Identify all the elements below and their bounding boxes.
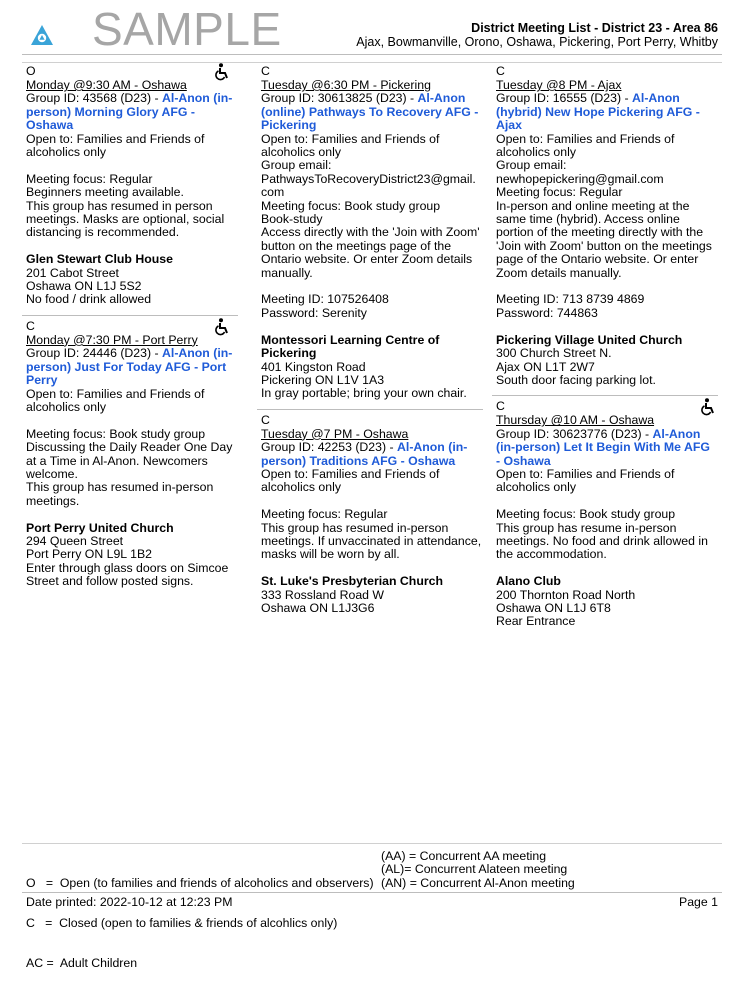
meeting-notes: This group has resume in-person meetings. No food and drink allowed in the accommodation. — [496, 520, 708, 562]
group-id: Group ID: 30613825 (D23) - — [261, 91, 418, 106]
column-2 — [261, 65, 483, 615]
group-id: Group ID: 16555 (D23) - — [496, 91, 633, 106]
meeting-day-time: Thursday @10 AM - Oshawa — [496, 413, 655, 428]
legend-alanon: (AN) = Concurrent Al-Anon meeting — [381, 875, 575, 890]
meeting-focus: Meeting focus: Regular — [261, 507, 388, 522]
card-divider — [257, 409, 483, 410]
venue-name: Glen Stewart Club House — [26, 252, 173, 267]
column-3 — [496, 65, 714, 629]
meeting-type: C — [261, 64, 270, 78]
meeting-focus: Meeting focus: Book study group — [26, 426, 206, 441]
group-name-link[interactable]: Al-Anon (hybrid) New Hope Pickering AFG - Ajax — [496, 91, 700, 133]
meeting-card — [261, 65, 483, 401]
meeting-day-time: Monday @9:30 AM - Oshawa — [26, 78, 187, 92]
meeting-focus: Meeting focus: Regular — [26, 171, 153, 186]
footer-rule — [22, 892, 722, 893]
wheelchair-icon — [700, 398, 716, 416]
meeting-type: C — [26, 318, 35, 333]
columns-top-rule — [22, 62, 722, 63]
group-id: Group ID: 42253 (D23) - — [261, 440, 398, 455]
meeting-day-time: Monday @7:30 PM - Port Perry — [26, 332, 198, 347]
page-number: Page 1 — [679, 895, 718, 909]
venue-name: Montessori Learning Centre of Pickering — [261, 332, 440, 361]
venue-address: 333 Rossland Road W Oshawa ON L1J3G6 — [261, 587, 385, 615]
open-to: Open to: Families and Friends of alcoholics only — [261, 466, 440, 495]
venue-name: Pickering Village United Church — [496, 332, 683, 347]
meeting-card — [26, 65, 238, 307]
venue-name: Port Perry United Church — [26, 520, 174, 535]
legend-aa: (AA) = Concurrent AA meeting — [381, 849, 547, 863]
meeting-day-time: Tuesday @6:30 PM - Pickering — [261, 78, 431, 92]
card-divider — [492, 395, 718, 396]
legend-alateen: (AL)= Concurrent Alateen meeting — [381, 862, 568, 877]
group-email: Group email: newhopepickering@gmail.com — [496, 158, 664, 186]
legend-type-codes — [26, 850, 386, 984]
open-to: Open to: Families and Friends of alcoholics only — [261, 131, 440, 160]
group-email: Group email: PathwaysToRecoveryDistrict23@gmail. com — [261, 158, 476, 200]
document-subtitle: Ajax, Bowmanville, Orono, Oshawa, Pickering, Port Perry, Whitby — [356, 35, 718, 49]
meeting-type: C — [496, 399, 505, 414]
meeting-id: Meeting ID: 713 8739 4869 Password: 744863 — [496, 292, 645, 320]
wheelchair-icon — [214, 63, 230, 81]
open-to: Open to: Families and Friends of alcoholics only — [496, 466, 675, 495]
meeting-focus: Meeting focus: Book study group — [496, 507, 676, 522]
meeting-notes: Beginners meeting available. This group has resumed in person meetings. Masks are optional, social distancing is recommended. — [26, 185, 225, 240]
group-name-link[interactable]: Al-Anon (in-person) Traditions AFG - Oshawa — [261, 440, 468, 468]
venue-address: 300 Church Street N. Ajax ON L1T 2W7 South door facing parking lot. — [496, 346, 656, 387]
meeting-notes: This group has resumed in-person meetings. If unvaccinated in attendance, masks will be worn by all. — [261, 520, 482, 562]
meeting-card — [261, 414, 483, 616]
meeting-card — [26, 320, 238, 589]
meeting-notes: In-person and online meeting at the same time (hybrid). Access online portion of the meeting directly with the 'Join with Zoom' button on the meetings page of the Ontario website. Or enter Zoom details manually. — [496, 198, 712, 280]
venue-name: Alano Club — [496, 574, 561, 589]
meeting-type: C — [261, 412, 270, 427]
meeting-type: C — [496, 64, 505, 78]
meeting-day-time: Tuesday @7 PM - Oshawa — [261, 426, 409, 441]
column-1 — [26, 65, 238, 589]
meeting-notes: Discussing the Daily Reader One Day at a Time in Al-Anon. Newcomers welcome. This group has resumed in-person meetings. — [26, 440, 233, 508]
group-name-link[interactable]: Al-Anon (online) Pathways To Recovery AFG - Pickering — [261, 91, 479, 133]
open-to: Open to: Families and Friends of alcoholics only — [496, 131, 675, 160]
legend-adult-children: AC = Adult Children — [26, 956, 138, 971]
meeting-id: Meeting ID: 107526408 Password: Serenity — [261, 292, 389, 320]
meeting-focus: Meeting focus: Regular — [496, 185, 623, 200]
venue-address: 294 Queen Street Port Perry ON L9L 1B2 Enter through glass doors on Simcoe Street and follow posted signs. — [26, 533, 229, 589]
group-id: Group ID: 24446 (D23) - — [26, 346, 163, 361]
legend-concurrent-codes — [381, 850, 681, 890]
meeting-day-time: Tuesday @8 PM - Ajax — [496, 78, 622, 92]
header-divider — [22, 54, 722, 55]
sample-watermark: SAMPLE — [92, 3, 282, 55]
al-anon-logo — [30, 24, 54, 46]
meeting-card — [496, 400, 714, 628]
date-printed: Date printed: 2022-10-12 at 12:23 PM — [26, 895, 233, 909]
open-to: Open to: Families and Friends of alcoholics only — [26, 131, 205, 160]
meeting-focus: Meeting focus: Book study group — [261, 198, 441, 213]
meeting-card — [496, 65, 714, 387]
legend-open: O = Open (to families and friends of alcoholics and observers) — [26, 875, 374, 890]
venue-address: 200 Thornton Road North Oshawa ON L1J 6T8 Rear Entrance — [496, 587, 636, 629]
open-to: Open to: Families and Friends of alcoholics only — [26, 386, 205, 414]
venue-address: 201 Cabot Street Oshawa ON L1J 5S2 No food / drink allowed — [26, 265, 152, 307]
document-title: District Meeting List - District 23 - Area 86 — [471, 21, 718, 35]
wheelchair-icon — [214, 318, 230, 336]
group-id: Group ID: 30623776 (D23) - — [496, 426, 653, 441]
legend-top-rule — [22, 843, 722, 844]
group-name-link[interactable]: Al-Anon (in-person) Morning Glory AFG - Oshawa — [26, 91, 233, 133]
legend-closed: C = Closed (open to families & friends of alcohlics only) — [26, 916, 338, 931]
group-name-link[interactable]: Al-Anon (in-person) Just For Today AFG - Port Perry — [26, 346, 233, 388]
meeting-type: O — [26, 64, 36, 78]
group-name-link[interactable]: Al-Anon (in-person) Let It Begin With Me AFG - Oshawa — [496, 426, 710, 468]
group-id: Group ID: 43568 (D23) - — [26, 91, 163, 106]
card-divider — [22, 315, 238, 316]
venue-address: 401 Kingston Road Pickering ON L1V 1A3 In gray portable; bring your own chair. — [261, 359, 467, 401]
venue-name: St. Luke's Presbyterian Church — [261, 574, 443, 589]
meeting-notes: Book-study Access directly with the 'Join with Zoom' button on the meetings page of the Ontario website. Or enter Zoom details manually. — [261, 212, 480, 280]
